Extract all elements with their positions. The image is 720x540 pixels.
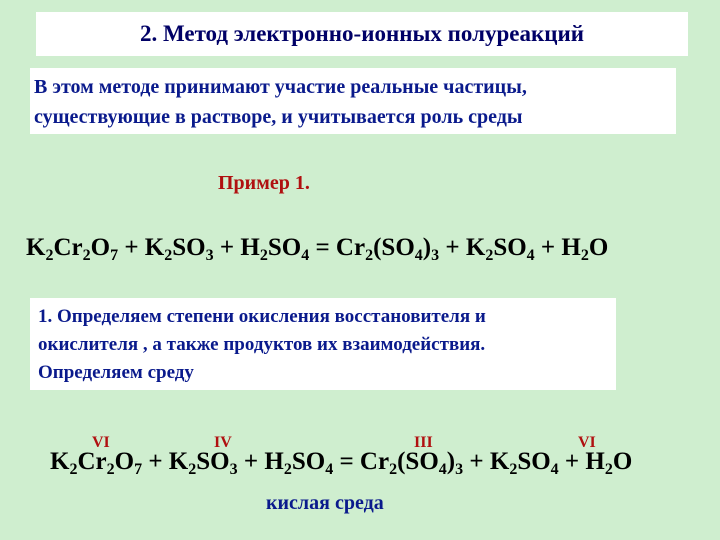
eq1-text: O (90, 234, 111, 261)
eq1-subscript: 4 (526, 247, 535, 264)
example-label: Пример 1. (218, 172, 310, 194)
eq1-text: = Cr (309, 234, 366, 261)
eq2-subscript: 4 (438, 461, 447, 478)
eq1-subscript: 2 (365, 247, 374, 264)
eq2-text: O (612, 448, 633, 475)
oxidation-state-cr-reactant: VI (92, 434, 110, 451)
eq2-subscript: 2 (106, 461, 115, 478)
eq2-text: + K (463, 448, 510, 475)
step-line-2: окислителя , а также продуктов их взаимодействия. (38, 334, 486, 355)
medium-label: кислая среда (266, 492, 384, 514)
eq1-subscript: 4 (414, 247, 423, 264)
eq1-text: + K (118, 234, 165, 261)
title-box (36, 12, 688, 56)
intro-line-1: В этом методе принимают участие реальные частицы, (34, 76, 527, 98)
eq1-text: (SO (373, 234, 415, 261)
eq2-subscript: 2 (604, 461, 613, 478)
eq1-text: K (26, 234, 46, 261)
eq1-text: + H (213, 234, 260, 261)
eq2-text: (SO (397, 448, 439, 475)
eq1-subscript: 2 (45, 247, 54, 264)
eq1-text: SO (172, 234, 206, 261)
reaction-equation-1 (26, 234, 608, 262)
eq1-text: Cr (53, 234, 83, 261)
oxidation-state-s-product: VI (578, 434, 596, 451)
step-line-1: 1. Определяем степени окисления восстановителя и (38, 306, 486, 327)
eq2-text: ) (446, 448, 456, 475)
eq1-subscript: 2 (164, 247, 173, 264)
eq1-subscript: 4 (301, 247, 310, 264)
eq2-subscript: 2 (69, 461, 78, 478)
eq1-subscript: 7 (110, 247, 119, 264)
eq2-text: + K (142, 448, 189, 475)
slide-title: 2. Метод электронно-ионных полуреакций (139, 21, 585, 46)
oxidation-state-s-reactant: IV (214, 434, 232, 451)
reaction-equation-2 (50, 448, 632, 476)
eq2-text: O (114, 448, 135, 475)
eq2-subscript: 2 (283, 461, 292, 478)
eq1-text: + H (534, 234, 581, 261)
eq2-text: + H (237, 448, 284, 475)
eq1-subscript: 3 (205, 247, 214, 264)
eq1-subscript: 2 (485, 247, 494, 264)
eq2-subscript: 4 (325, 461, 334, 478)
eq1-subscript: 3 (431, 247, 440, 264)
eq2-text: + H (558, 448, 605, 475)
eq1-subscript: 2 (580, 247, 589, 264)
oxidation-state-cr-product: III (414, 434, 433, 451)
step-line-3: Определяем среду (38, 362, 194, 383)
eq2-subscript: 3 (229, 461, 238, 478)
eq1-subscript: 2 (259, 247, 268, 264)
eq1-text: SO (267, 234, 302, 261)
intro-box (30, 68, 676, 134)
eq2-subscript: 4 (550, 461, 559, 478)
eq2-subscript: 7 (134, 461, 143, 478)
eq2-text: = Cr (333, 448, 390, 475)
eq2-text: K (50, 448, 70, 475)
eq2-text: Cr (77, 448, 107, 475)
eq1-text: + K (439, 234, 486, 261)
eq1-text: SO (493, 234, 527, 261)
eq1-text: O (588, 234, 609, 261)
eq2-text: SO (196, 448, 230, 475)
eq2-subscript: 2 (509, 461, 518, 478)
step-box (30, 298, 616, 390)
intro-line-2: существующие в растворе, и учитывается роль среды (34, 106, 523, 128)
eq1-subscript: 2 (82, 247, 91, 264)
eq2-text: SO (517, 448, 551, 475)
eq2-text: SO (291, 448, 326, 475)
eq1-text: ) (422, 234, 432, 261)
eq2-subscript: 3 (455, 461, 464, 478)
eq2-subscript: 2 (188, 461, 197, 478)
eq2-subscript: 2 (389, 461, 398, 478)
